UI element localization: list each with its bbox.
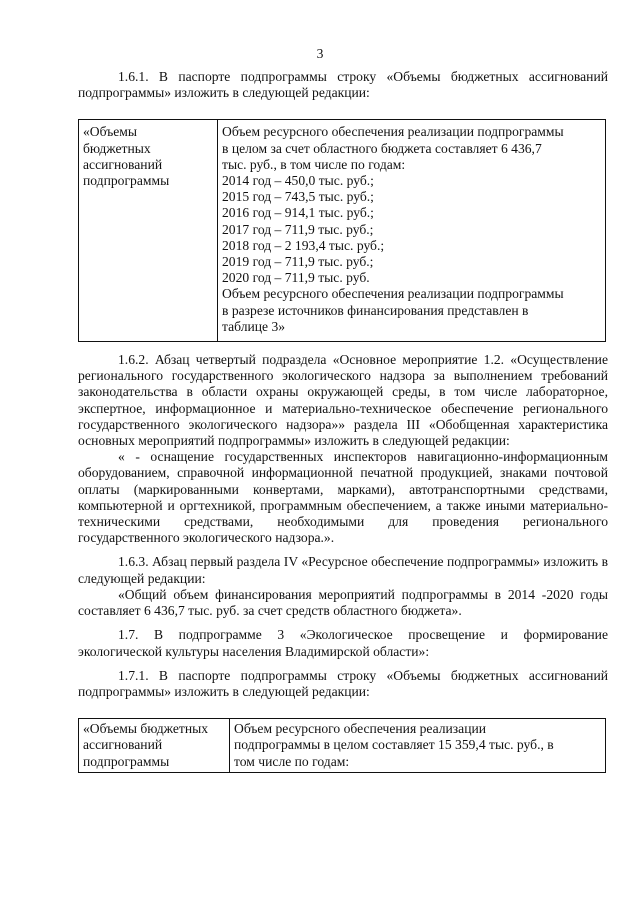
cell-line: 2016 год – 914,1 тыс. руб.;	[222, 205, 374, 221]
table-cell-value	[218, 120, 606, 342]
document-body	[78, 42, 608, 773]
cell-line: подпрограммы	[83, 173, 170, 189]
passport-table-2	[78, 718, 606, 773]
cell-line: 2018 год – 2 193,4 тыс. руб.;	[222, 237, 385, 253]
cell-line: 2019 год – 711,9 тыс. руб.;	[222, 254, 374, 270]
cell-line: тыс. руб., в том числе по годам:	[222, 156, 406, 172]
cell-line: бюджетных	[83, 140, 151, 156]
cell-line: подпрограммы в целом составляет 15 359,4 тыс. руб., в	[234, 737, 554, 753]
cell-line: таблице 3»	[222, 318, 286, 334]
paragraph-1-6-3: 1.6.3. Абзац первый раздела IV «Ресурсное обеспечение подпрограммы» изложить в следующей редакции:	[78, 554, 608, 586]
cell-line: ассигнований	[83, 156, 163, 172]
cell-line: 2017 год – 711,9 тыс. руб.;	[222, 221, 374, 237]
cell-line: 2015 год – 743,5 тыс. руб.;	[222, 189, 374, 205]
cell-line: том числе по годам:	[234, 753, 350, 769]
paragraph-quote: « - оснащение государственных инспекторов навигационно-информационным оборудованием, справочной информационной печатной продукцией, знаками почтовой оплаты (маркированными конвертами, марками), автотранспортными средствами, компьютерной и оргтехникой, программным обеспечением, а также иными материально-техническими средствами, необходимыми для проведения регионального государственного экологического надзора.».	[78, 449, 608, 546]
cell-line: в разрезе источников финансирования представлен в	[222, 302, 529, 318]
paragraph-1-6-2: 1.6.2. Абзац четвертый подраздела «Основное мероприятие 1.2. «Осуществление регионального государственного экологического надзора за выполнением требований законодательства в области охраны окружающей среды, в том числе лабораторное, экспертное, информационное и материально-техническое обеспечение регионального государственного экологического надзора»» раздела III «Обобщенная характеристика основных мероприятий подпрограммы» изложить в следующей редакции:	[78, 352, 608, 449]
table-cell-label	[79, 719, 230, 773]
paragraph-1-7-1: 1.7.1. В паспорте подпрограммы строку «Объемы бюджетных ассигнований подпрограммы» изложить в следующей редакции:	[78, 667, 608, 699]
cell-line: Объем ресурсного обеспечения реализации подпрограммы	[222, 286, 564, 302]
paragraph-1-7: 1.7. В подпрограмме 3 «Экологическое просвещение и формирование экологической культуры населения Владимирской области»:	[78, 627, 608, 659]
page-number: 3	[316, 46, 324, 61]
cell-line: ассигнований	[83, 737, 163, 753]
cell-line: Объем ресурсного обеспечения реализации	[234, 721, 487, 737]
cell-line: Объем ресурсного обеспечения реализации подпрограммы	[222, 124, 564, 140]
cell-line: подпрограммы	[83, 753, 170, 769]
cell-line: «Объемы	[83, 124, 137, 140]
table-row	[79, 719, 606, 773]
table-cell-value	[230, 719, 606, 773]
cell-line: «Объемы бюджетных	[83, 721, 209, 737]
table-row	[79, 120, 606, 342]
passport-table-1	[78, 119, 606, 342]
cell-line: 2020 год – 711,9 тыс. руб.	[222, 270, 370, 286]
cell-line: 2014 год – 450,0 тыс. руб.;	[222, 173, 374, 189]
paragraph-total-funding: «Общий объем финансирования мероприятий подпрограммы в 2014 -2020 годы составляет 6 436,7 тыс. руб. за счет средств областного бюджета».	[78, 586, 608, 619]
paragraph-1-6-1: 1.6.1. В паспорте подпрограммы строку «Объемы бюджетных ассигнований подпрограммы» изложить в следующей редакции:	[78, 69, 608, 101]
table-cell-label	[79, 120, 218, 342]
cell-line: в целом за счет областного бюджета составляет 6 436,7	[222, 140, 542, 156]
